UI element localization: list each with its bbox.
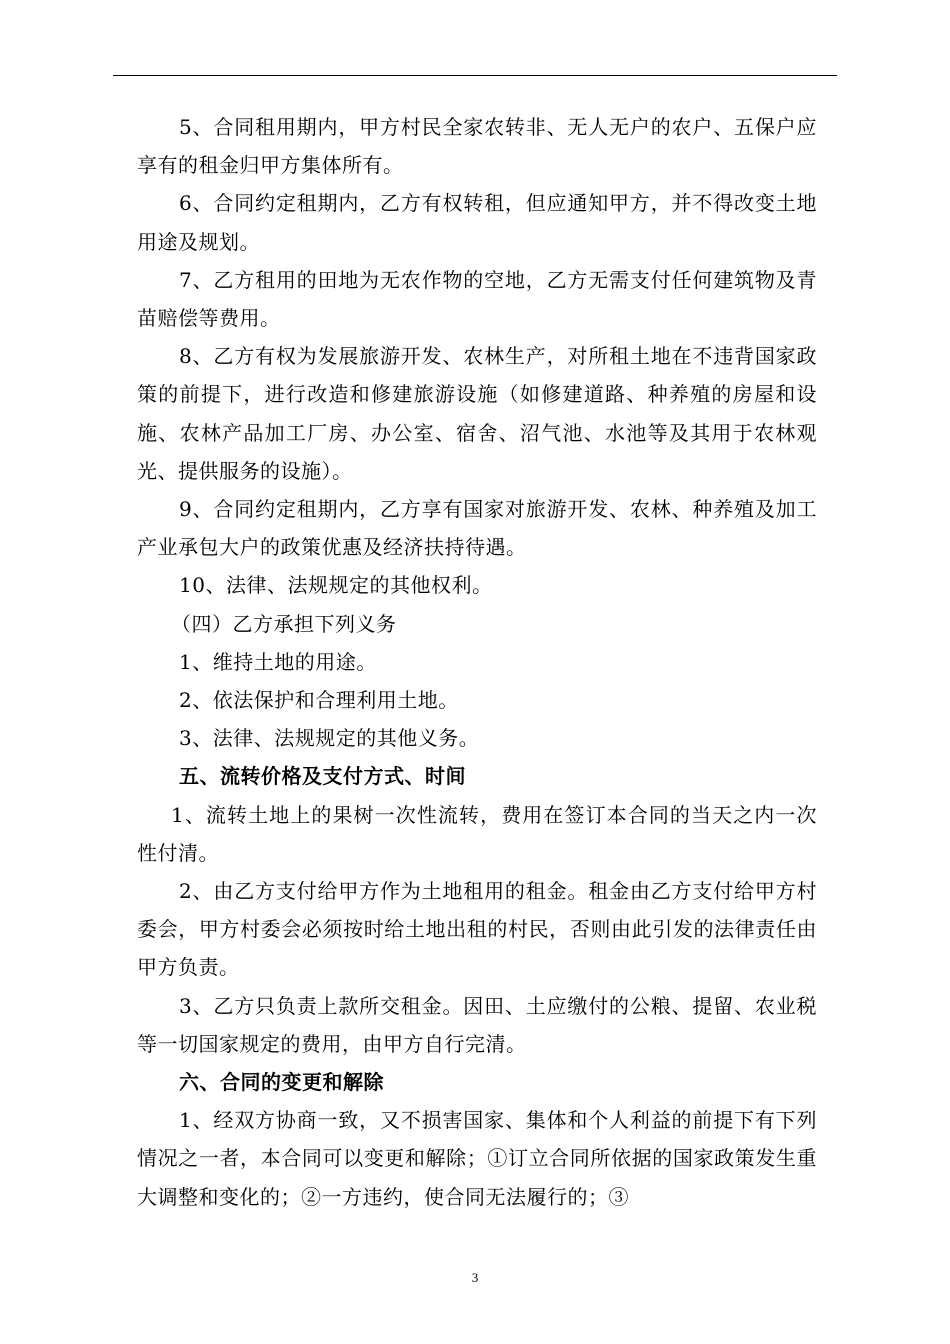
payment-item-1: 1、流转土地上的果树一次性流转，费用在签订本合同的当天之内一次性付清。	[137, 802, 817, 865]
obligation-item-2: 2、依法保护和合理利用土地。	[179, 688, 459, 713]
paragraph-item-5: 5、合同租用期内，甲方村民全家农转非、无人无户的农户、五保户应享有的租金归甲方集体所有。	[137, 115, 817, 178]
paragraph-item-9: 9、合同约定租期内，乙方享有国家对旅游开发、农林、种养殖及加工产业承包大户的政策优惠及经济扶持待遇。	[137, 497, 817, 560]
payment-item-3: 3、乙方只负责上款所交租金。因田、土应缴付的公粮、提留、农业税等一切国家规定的费用，由甲方自行完清。	[137, 993, 817, 1056]
header-rule	[113, 75, 837, 76]
payment-item-2: 2、由乙方支付给甲方作为土地租用的租金。租金由乙方支付给甲方村委会，甲方村委会必须按时给土地出租的村民，否则由此引发的法律责任由甲方负责。	[137, 879, 817, 980]
page-number: 3	[471, 1270, 479, 1285]
paragraph-item-8: 8、乙方有权为发展旅游开发、农林生产，对所租土地在不违背国家政策的前提下，进行改造和修建旅游设施（如修建道路、种养殖的房屋和设施、农林产品加工厂房、办公室、宿舍、沼气池、水池等及其用于农林观光、提供服务的设施）。	[137, 344, 817, 483]
paragraph-item-6: 6、合同约定租期内，乙方有权转租，但应通知甲方，并不得改变土地用途及规划。	[137, 191, 817, 254]
obligation-item-1: 1、维持土地的用途。	[179, 649, 377, 674]
paragraph-item-10: 10、法律、法规规定的其他权利。	[179, 573, 493, 598]
section-heading-change-termination: 六、合同的变更和解除	[179, 1070, 384, 1095]
subsection-heading-obligations: （四）乙方承担下列义务	[171, 611, 397, 636]
section-heading-price-payment: 五、流转价格及支付方式、时间	[179, 764, 466, 789]
obligation-item-3: 3、法律、法规规定的其他义务。	[179, 726, 480, 751]
termination-item-1: 1、经双方协商一致，又不损害国家、集体和个人利益的前提下有下列情况之一者，本合同可以变更和解除；①订立合同所依据的国家政策发生重大调整和变化的；②一方违约，使合同无法履行的；③	[137, 1108, 817, 1209]
document-body	[137, 108, 817, 1216]
paragraph-item-7: 7、乙方租用的田地为无农作物的空地，乙方无需支付任何建筑物及青苗赔偿等费用。	[137, 267, 817, 331]
